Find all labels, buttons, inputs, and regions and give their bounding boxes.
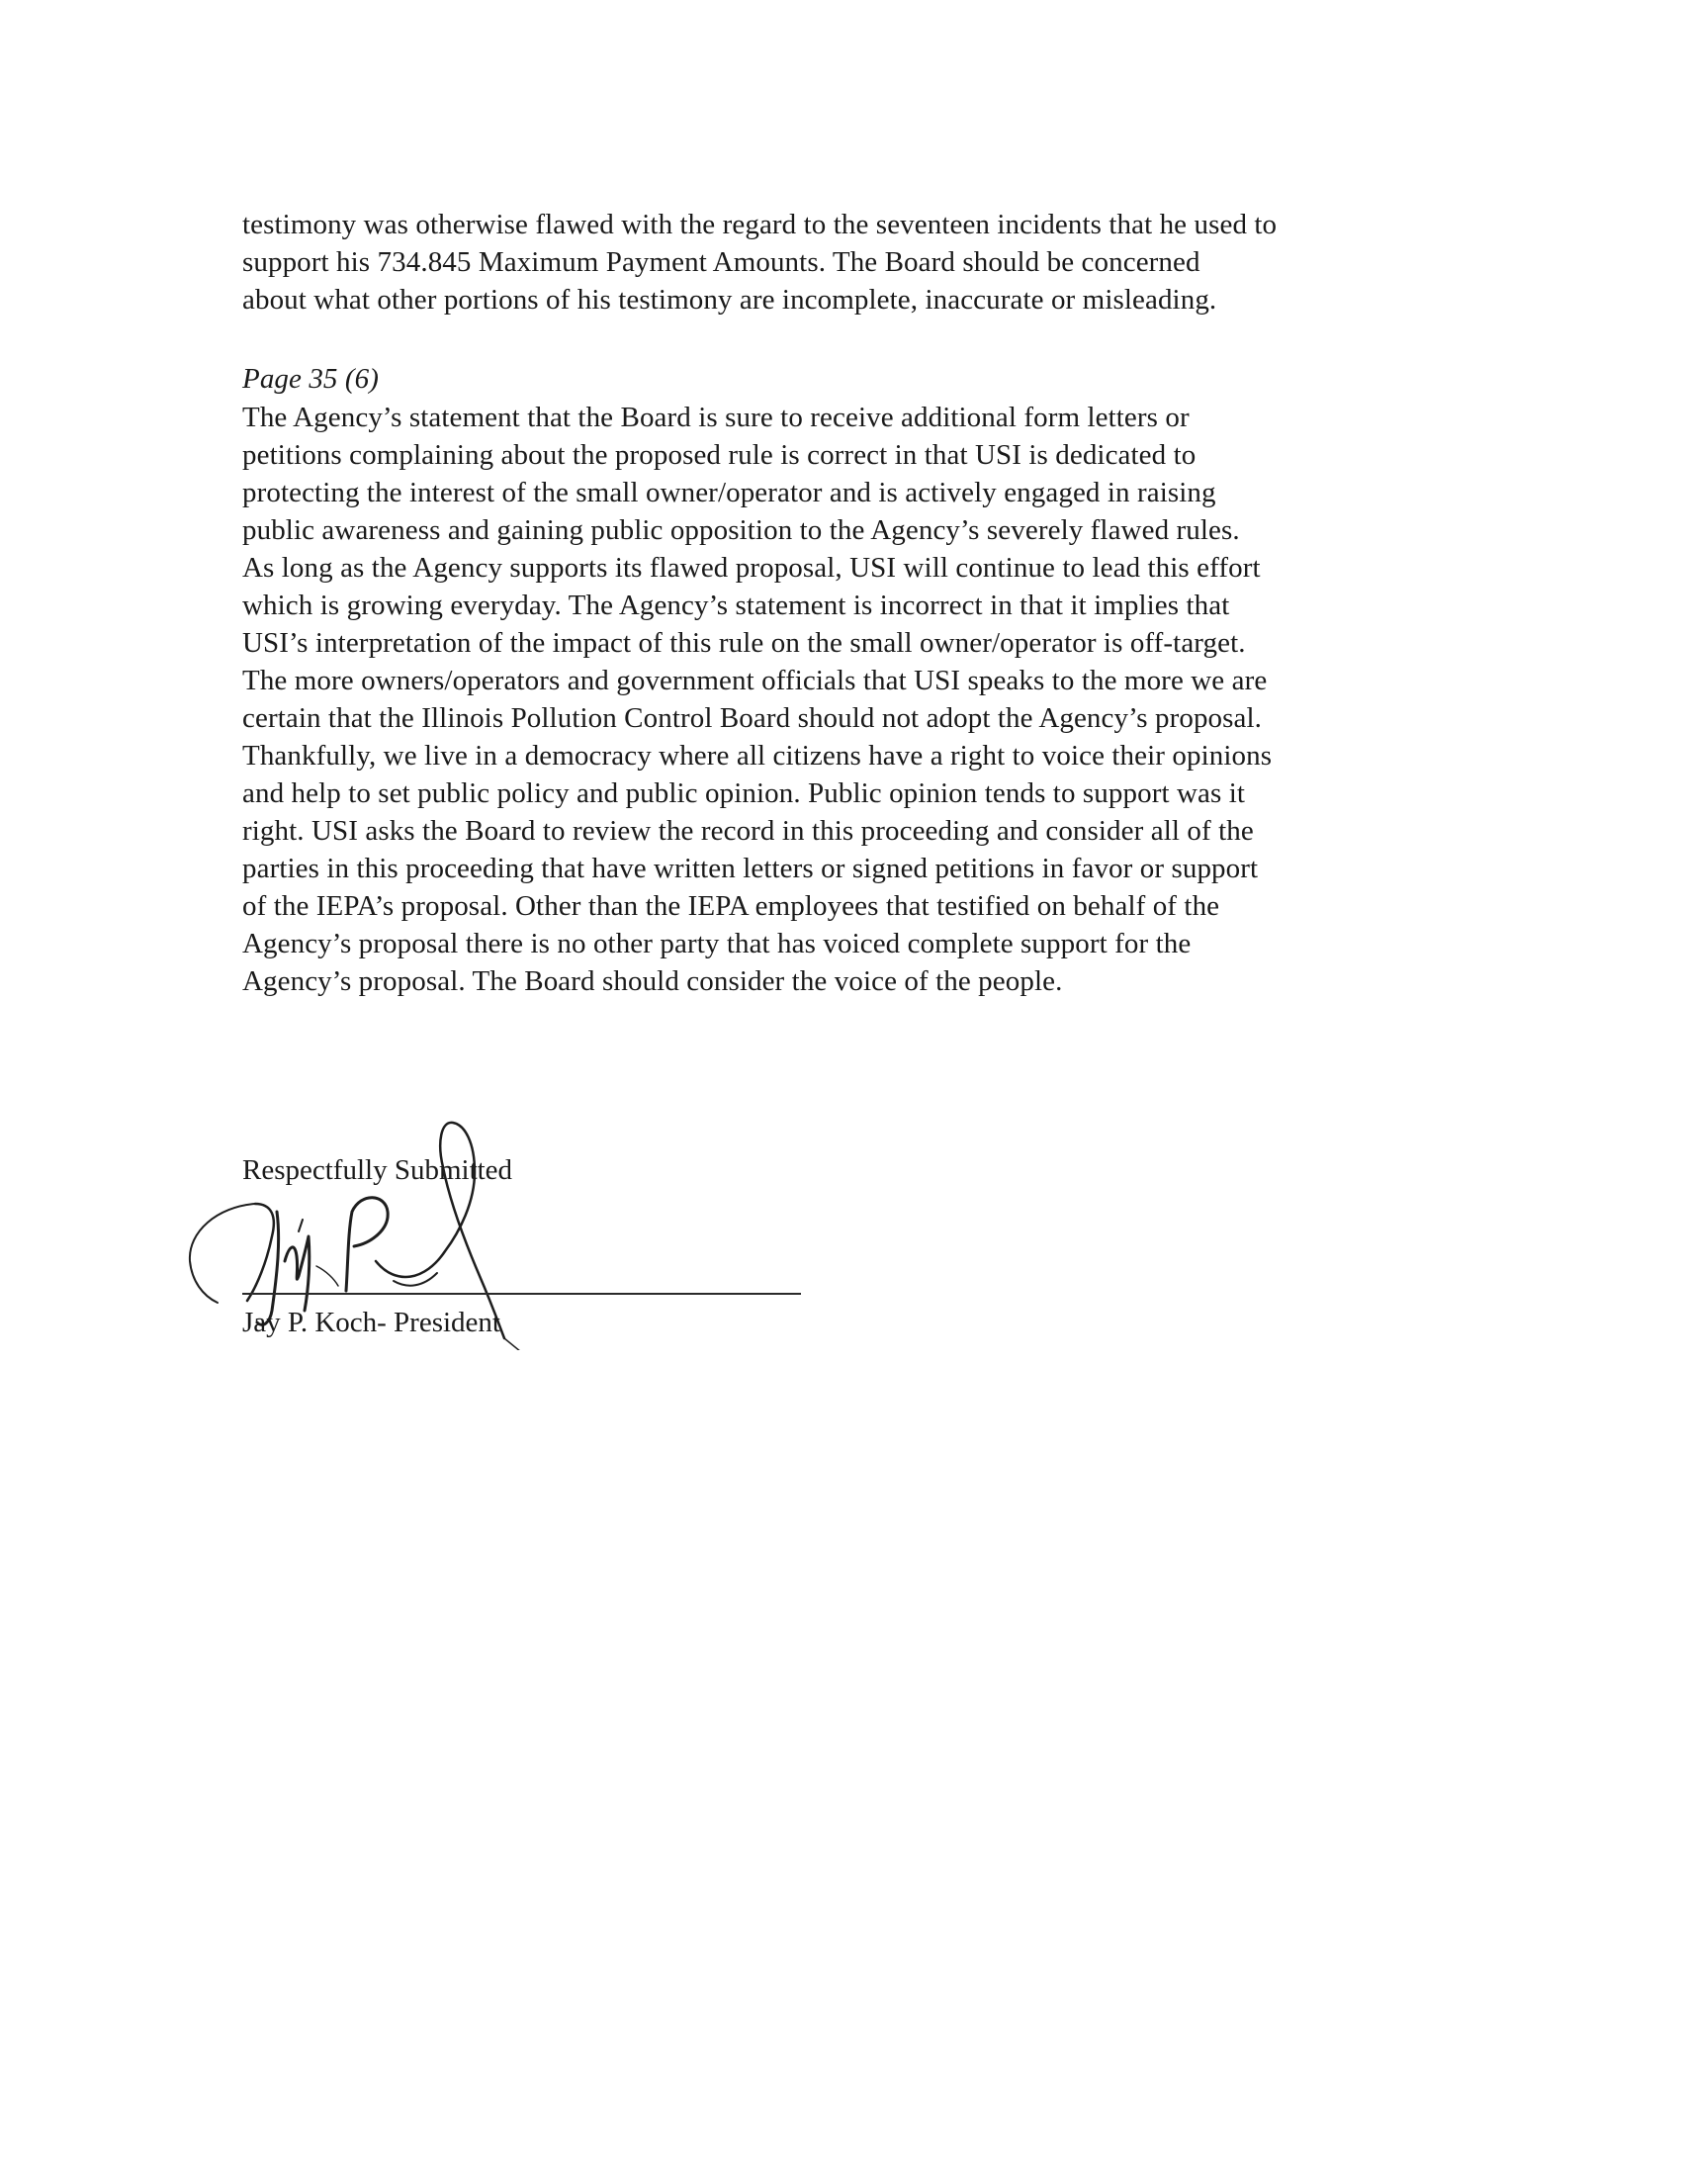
paragraph-line: Agency’s proposal there is no other party that has voiced complete support for the (242, 928, 1192, 959)
paragraph-line: certain that the Illinois Pollution Control Board should not adopt the Agency’s proposal. (242, 702, 1263, 734)
paragraph-line: USI’s interpretation of the impact of this rule on the small owner/operator is off-target. (242, 627, 1246, 659)
signature-line (242, 1293, 801, 1295)
paragraph-line: and help to set public policy and public opinion. Public opinion tends to support was it (242, 777, 1246, 809)
paragraph-line: parties in this proceeding that have written letters or signed petitions in favor or support (242, 853, 1259, 884)
paragraph-line: which is growing everyday. The Agency’s statement is incorrect in that it implies that (242, 590, 1230, 621)
paragraph-line: public awareness and gaining public opposition to the Agency’s severely flawed rules. (242, 514, 1240, 546)
paragraph-line: testimony was otherwise flawed with the regard to the seventeen incidents that he used to (242, 209, 1278, 240)
paragraph-line: The more owners/operators and government officials that USI speaks to the more we are (242, 665, 1268, 696)
paragraph-line: protecting the interest of the small owner/operator and is actively engaged in raising (242, 477, 1216, 508)
paragraph-line: petitions complaining about the proposed rule is correct in that USI is dedicated to (242, 439, 1197, 471)
paragraph-line: right. USI asks the Board to review the record in this proceeding and consider all of the (242, 815, 1254, 847)
paragraph-line: about what other portions of his testimony are incomplete, inaccurate or misleading. (242, 284, 1217, 316)
paragraph-line: support his 734.845 Maximum Payment Amounts. The Board should be concerned (242, 246, 1200, 278)
paragraph-line: Thankfully, we live in a democracy where all citizens have a right to voice their opinions (242, 740, 1273, 772)
section-heading: Page 35 (6) (242, 363, 380, 395)
paragraph-line: The Agency’s statement that the Board is sure to receive additional form letters or (242, 402, 1190, 433)
paragraph-line: Agency’s proposal. The Board should consider the voice of the people. (242, 965, 1063, 997)
closing-text: Respectfully Submitted (242, 1154, 513, 1186)
paragraph-line: of the IEPA’s proposal. Other than the IEPA employees that testified on behalf of the (242, 890, 1220, 922)
signer-name: Jay P. Koch- President (242, 1307, 500, 1338)
paragraph-line: As long as the Agency supports its flawed proposal, USI will continue to lead this effort (242, 552, 1261, 584)
